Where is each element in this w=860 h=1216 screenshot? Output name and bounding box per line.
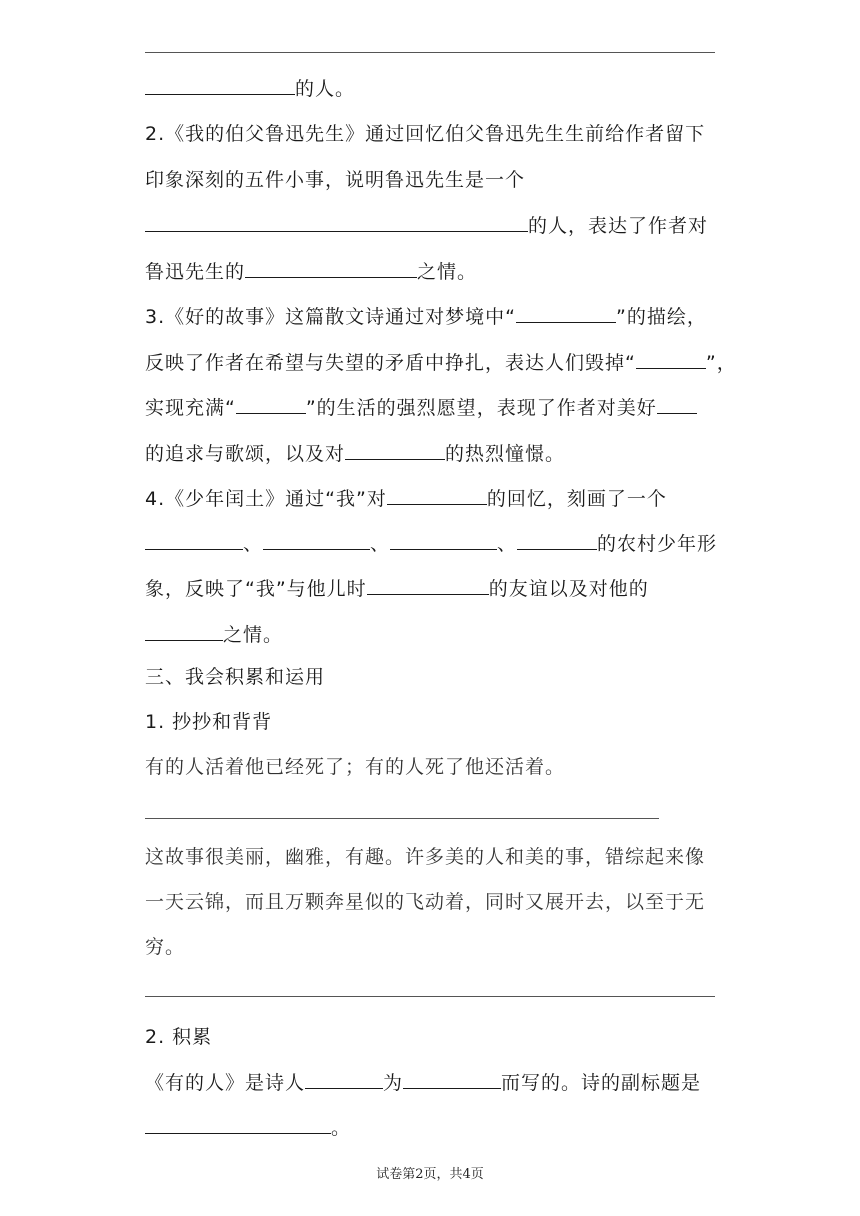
q3-line1-after: ”的描绘，: [615, 306, 707, 328]
q3-line3-before: 实现充满“: [145, 397, 236, 419]
q4-line1-before: 4.《少年闰土》通过“我”对: [145, 488, 387, 510]
answer-blank[interactable]: [236, 395, 306, 414]
q3-line1-before: 3.《好的故事》这篇散文诗通过对梦境中“: [145, 306, 516, 328]
accumulation-line1: [145, 1070, 701, 1095]
q3-line4: [145, 441, 565, 466]
q4-line3-after: 的友谊以及对他的: [488, 578, 649, 600]
passage-text: 穷。: [145, 936, 186, 958]
subsection-heading: 1. 抄抄和背背: [145, 711, 273, 733]
answer-blank[interactable]: [403, 1070, 501, 1089]
answer-blank[interactable]: [145, 622, 223, 641]
accum-mid: 为: [383, 1072, 404, 1094]
copy-line: [145, 818, 659, 819]
q3-line2-after: ”，: [705, 352, 737, 374]
q4-line1: [145, 486, 667, 511]
q2-line3: [145, 213, 708, 238]
accum-before: 《有的人》是诗人: [145, 1072, 306, 1094]
answer-blank[interactable]: [145, 76, 295, 95]
q1-tail-text: 的人。: [295, 78, 356, 100]
answer-blank[interactable]: [657, 395, 697, 414]
q2-line4-after: 之情。: [417, 261, 478, 283]
q1-tail-line: [145, 76, 355, 101]
separator: 、: [370, 533, 391, 555]
section-heading: 三、我会积累和运用: [145, 666, 326, 688]
separator: 、: [497, 533, 518, 555]
q4-line2: [145, 531, 717, 556]
q3-line2: [145, 350, 737, 375]
answer-blank[interactable]: [390, 531, 497, 550]
passage-text: 有的人活着他已经死了；有的人死了他还活着。: [145, 756, 566, 778]
answer-blank[interactable]: [245, 259, 417, 278]
subsection-heading: 2. 积累: [145, 1026, 213, 1048]
answer-blank[interactable]: [517, 531, 597, 550]
answer-line: [145, 52, 715, 53]
answer-blank[interactable]: [636, 350, 706, 369]
answer-blank[interactable]: [516, 304, 616, 323]
answer-blank[interactable]: [367, 576, 489, 595]
accum-end: 。: [331, 1117, 352, 1139]
q4-line4: [145, 622, 283, 647]
answer-blank[interactable]: [263, 531, 370, 550]
q3-line3: [145, 395, 697, 420]
q3-line2-before: 反映了作者在希望与失望的矛盾中挣扎，表达人们毁掉“: [145, 352, 636, 374]
q3-line3-mid: ”的生活的强烈愿望，表现了作者对美好: [305, 397, 657, 419]
answer-blank[interactable]: [145, 531, 243, 550]
separator: 、: [243, 533, 264, 555]
copy-line: [145, 996, 715, 997]
q2-line4: [145, 259, 477, 284]
q4-line1-after: 的回忆，刻画了一个: [486, 488, 667, 510]
answer-blank[interactable]: [345, 441, 445, 460]
q3-line4-before: 的追求与歌颂，以及对: [145, 443, 346, 465]
q3-line4-after: 的热烈憧憬。: [445, 443, 566, 465]
q2-line2: 印象深刻的五件小事，说明鲁迅先生是一个: [145, 169, 526, 191]
q4-line3-before: 象，反映了“我”与他儿时: [145, 578, 367, 600]
passage-text: 这故事很美丽，幽雅，有趣。许多美的人和美的事，错综起来像: [145, 846, 706, 868]
accum-after: 而写的。诗的副标题是: [501, 1072, 702, 1094]
passage-text: 一天云锦，而且万颗奔星似的飞动着，同时又展开去，以至于无: [145, 891, 706, 913]
answer-blank[interactable]: [145, 1115, 331, 1134]
page-footer: 试卷第2页，共4页: [376, 1167, 484, 1182]
q2-line4-before: 鲁迅先生的: [145, 261, 246, 283]
q4-line3: [145, 576, 649, 601]
q4-line2-after: 的农村少年形: [597, 533, 718, 555]
q3-line1: [145, 304, 707, 329]
q2-line1: 2.《我的伯父鲁迅先生》通过回忆伯父鲁迅先生生前给作者留下: [145, 123, 706, 145]
answer-blank[interactable]: [145, 213, 528, 232]
q4-line4-after: 之情。: [223, 624, 284, 646]
answer-blank[interactable]: [387, 486, 487, 505]
accumulation-line2: [145, 1115, 351, 1140]
q2-line3-text: 的人，表达了作者对: [528, 215, 709, 237]
answer-blank[interactable]: [305, 1070, 383, 1089]
